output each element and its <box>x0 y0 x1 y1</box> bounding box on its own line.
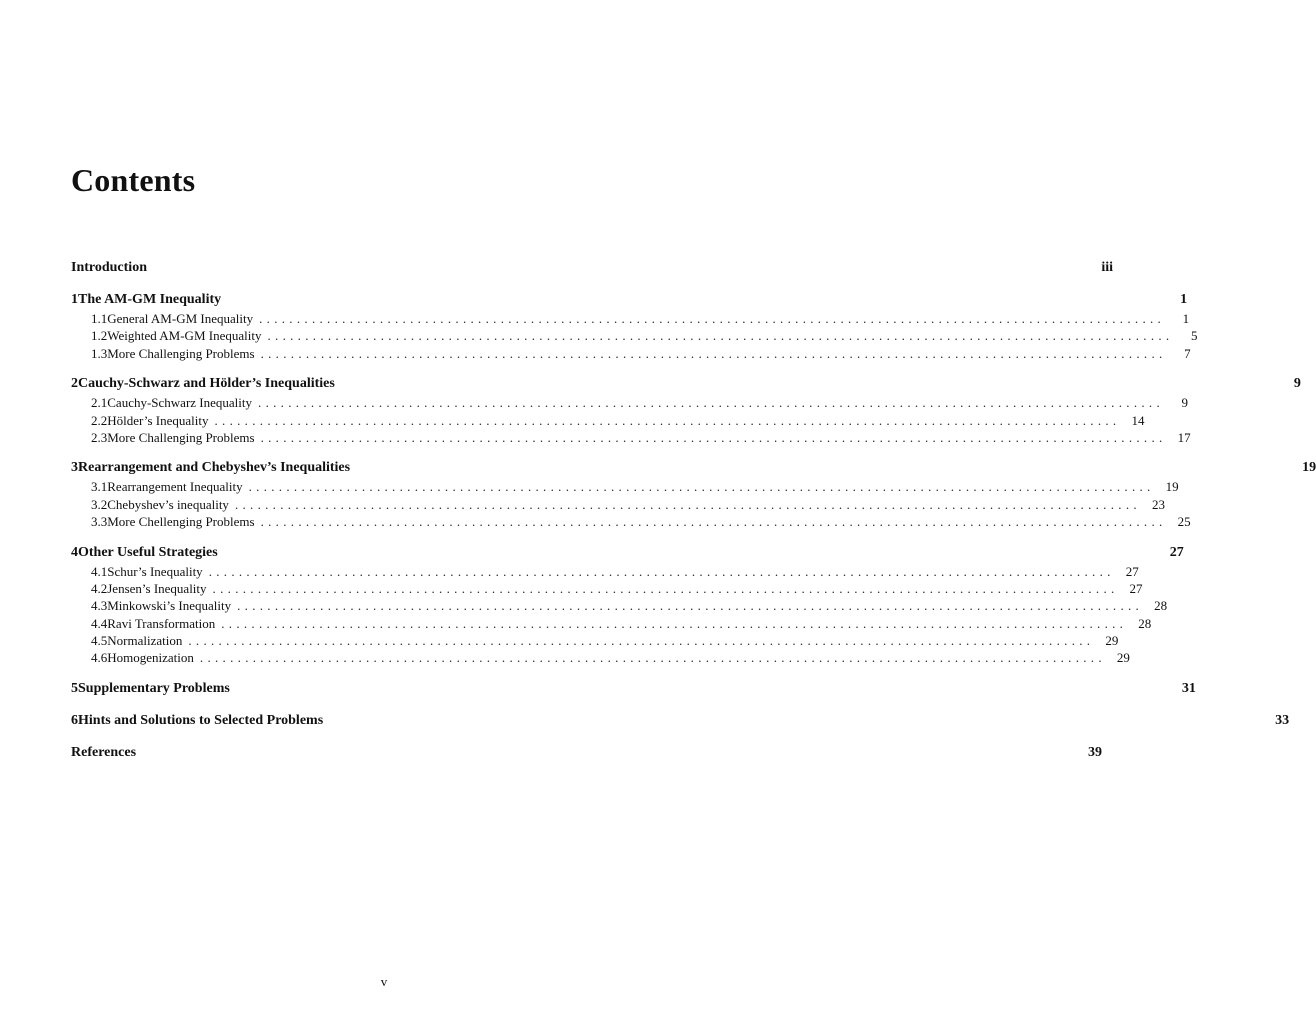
toc-entry-title: Ravi Transformation <box>107 615 216 631</box>
dot-leader: ........................................................................................................................ <box>259 311 1166 326</box>
toc-section-gap <box>71 362 697 374</box>
toc-chapter-entry[interactable] <box>71 543 1184 563</box>
dot-leader: ........................................................................................................................ <box>267 328 1174 344</box>
toc-entry-title: Chebyshev’s inequality <box>107 496 229 512</box>
toc-entry-number: 3.3 <box>91 514 108 530</box>
dot-leader: ........................................................................................................................ <box>260 429 1167 445</box>
toc-section-entry[interactable] <box>71 429 1191 446</box>
toc-entry-title: More Challenging Problems <box>107 429 255 445</box>
table-of-contents <box>71 258 1316 763</box>
toc-entry-number: 3.2 <box>91 496 108 512</box>
toc-entry-title: Homogenization <box>107 650 194 666</box>
toc-entry-page: 23 <box>1151 496 1165 512</box>
dot-leader: ........................................................................................................................ <box>237 598 1144 614</box>
toc-section-entry[interactable] <box>71 563 1139 580</box>
toc-entry-page: 29 <box>1105 633 1119 649</box>
toc-section-entry[interactable] <box>71 580 1143 597</box>
toc-section-entry[interactable] <box>71 496 1165 513</box>
toc-chapter-entry[interactable] <box>71 258 1113 278</box>
toc-entry-number: 6 <box>71 712 78 728</box>
toc-entry-number: 1.1 <box>91 311 108 326</box>
toc-section-gap <box>71 667 697 679</box>
toc-entry-title: Hints and Solutions to Selected Problems <box>78 712 324 728</box>
toc-entry-number: 2.1 <box>91 395 108 411</box>
toc-entry-number: 4 <box>71 544 78 560</box>
toc-section-entry[interactable] <box>71 649 1130 666</box>
toc-section-entry[interactable] <box>71 345 1191 362</box>
toc-entry-number: 4.3 <box>91 598 108 614</box>
dot-leader: ........................................................................................................................ <box>248 479 1155 495</box>
toc-entry-number: 1 <box>71 292 78 307</box>
toc-entry-title: Rearrangement Inequality <box>107 479 243 495</box>
toc-section-gap <box>71 731 697 743</box>
toc-entry-title: Cauchy-Schwarz Inequality <box>107 395 253 411</box>
toc-entry-number: 1.3 <box>91 345 108 361</box>
toc-section-gap <box>71 446 697 458</box>
dot-leader: ........................................................................................................................ <box>212 580 1119 596</box>
toc-section-gap <box>71 278 697 290</box>
dot-leader: ........................................................................................................................ <box>208 563 1115 579</box>
toc-entry-number: 3.1 <box>91 479 108 495</box>
toc-section-entry[interactable] <box>71 310 1190 327</box>
toc-entry-title: Schur’s Inequality <box>107 563 203 579</box>
toc-section-entry[interactable] <box>71 478 1179 495</box>
toc-chapter-entry[interactable] <box>71 679 1196 699</box>
toc-entry-page: 7 <box>1184 345 1191 361</box>
toc-entry-number: 1.2 <box>91 328 108 344</box>
toc-entry-title: Other Useful Strategies <box>78 544 218 560</box>
toc-entry-title: Rearrangement and Chebyshev’s Inequalities <box>78 460 351 476</box>
toc-entry-title: Weighted AM-GM Inequality <box>107 328 262 344</box>
dot-leader: ........................................................................................................................ <box>188 633 1095 649</box>
toc-entry-page: 14 <box>1131 412 1145 428</box>
toc-entry-page: 1 <box>1182 311 1190 326</box>
toc-chapter-entry[interactable] <box>71 743 1103 763</box>
toc-entry-page: 28 <box>1154 598 1168 614</box>
dot-leader: ........................................................................................................................ <box>214 412 1121 428</box>
toc-entry-page: 28 <box>1138 615 1152 631</box>
toc-entry-page: 9 <box>1293 376 1301 392</box>
toc-entry-page: 9 <box>1181 395 1189 411</box>
toc-entry-title: General AM-GM Inequality <box>107 311 254 326</box>
page-number-footer: v <box>380 974 388 989</box>
toc-chapter-entry[interactable] <box>71 374 1301 394</box>
toc-entry-page: 27 <box>1129 580 1143 596</box>
toc-entry-number: 3 <box>71 460 78 476</box>
toc-section-entry[interactable] <box>71 327 1198 344</box>
toc-entry-number: 4.2 <box>91 580 108 596</box>
toc-section-entry[interactable] <box>71 513 1191 530</box>
toc-entry-title: Cauchy-Schwarz and Hölder’s Inequalities <box>78 376 335 392</box>
toc-entry-title: Introduction <box>71 260 147 275</box>
toc-entry-page: 31 <box>1181 680 1196 696</box>
dot-leader: ........................................................................................................................ <box>221 615 1128 631</box>
toc-entry-number: 4.6 <box>91 650 108 666</box>
toc-entry-page: 1 <box>1180 292 1188 307</box>
toc-entry-title: Normalization <box>107 633 183 649</box>
page-title: Contents <box>71 162 196 198</box>
toc-entry-title: Jensen’s Inequality <box>107 580 207 596</box>
toc-entry-page: 27 <box>1169 544 1184 560</box>
toc-entry-number: 4.4 <box>91 615 108 631</box>
toc-section-entry[interactable] <box>71 412 1145 429</box>
toc-entry-page: 29 <box>1116 650 1130 666</box>
dot-leader: ........................................................................................................................ <box>234 496 1141 512</box>
dot-leader: ........................................................................................................................ <box>260 514 1167 530</box>
toc-chapter-entry[interactable] <box>71 458 1316 478</box>
toc-entry-title: Hölder’s Inequality <box>107 412 209 428</box>
toc-entry-title: Minkowski’s Inequality <box>107 598 232 614</box>
toc-entry-page: 39 <box>1088 744 1103 760</box>
toc-entry-number: 4.1 <box>91 563 108 579</box>
toc-entry-title: Supplementary Problems <box>78 680 230 696</box>
dot-leader: ........................................................................................................................ <box>258 395 1165 411</box>
toc-entry-number: 2 <box>71 376 78 392</box>
toc-entry-title: More Chellenging Problems <box>107 514 255 530</box>
toc-entry-page: 25 <box>1177 514 1191 530</box>
toc-entry-title: References <box>71 744 137 760</box>
toc-section-entry[interactable] <box>71 615 1152 632</box>
toc-section-gap <box>71 531 697 543</box>
toc-entry-page: iii <box>1101 260 1113 275</box>
toc-chapter-entry[interactable] <box>71 711 1290 731</box>
toc-section-entry[interactable] <box>71 394 1189 411</box>
toc-entry-title: The AM-GM Inequality <box>78 292 222 307</box>
toc-entry-page: 5 <box>1190 328 1198 344</box>
dot-leader: ........................................................................................................................ <box>199 650 1106 666</box>
toc-section-gap <box>71 699 697 711</box>
toc-entry-page: 19 <box>1302 460 1316 476</box>
toc-entry-number: 2.2 <box>91 412 108 428</box>
toc-entry-page: 33 <box>1275 712 1290 728</box>
dot-leader: ........................................................................................................................ <box>260 345 1167 361</box>
toc-entry-number: 4.5 <box>91 633 108 649</box>
toc-entry-page: 19 <box>1165 479 1179 495</box>
toc-entry-number: 5 <box>71 680 78 696</box>
toc-section-entry[interactable] <box>71 632 1119 649</box>
toc-entry-page: 27 <box>1125 563 1139 579</box>
toc-entry-page: 17 <box>1177 429 1191 445</box>
toc-entry-title: More Challenging Problems <box>107 345 255 361</box>
toc-entry-number: 2.3 <box>91 429 108 445</box>
toc-chapter-entry[interactable] <box>71 290 1188 310</box>
toc-section-entry[interactable] <box>71 597 1168 614</box>
